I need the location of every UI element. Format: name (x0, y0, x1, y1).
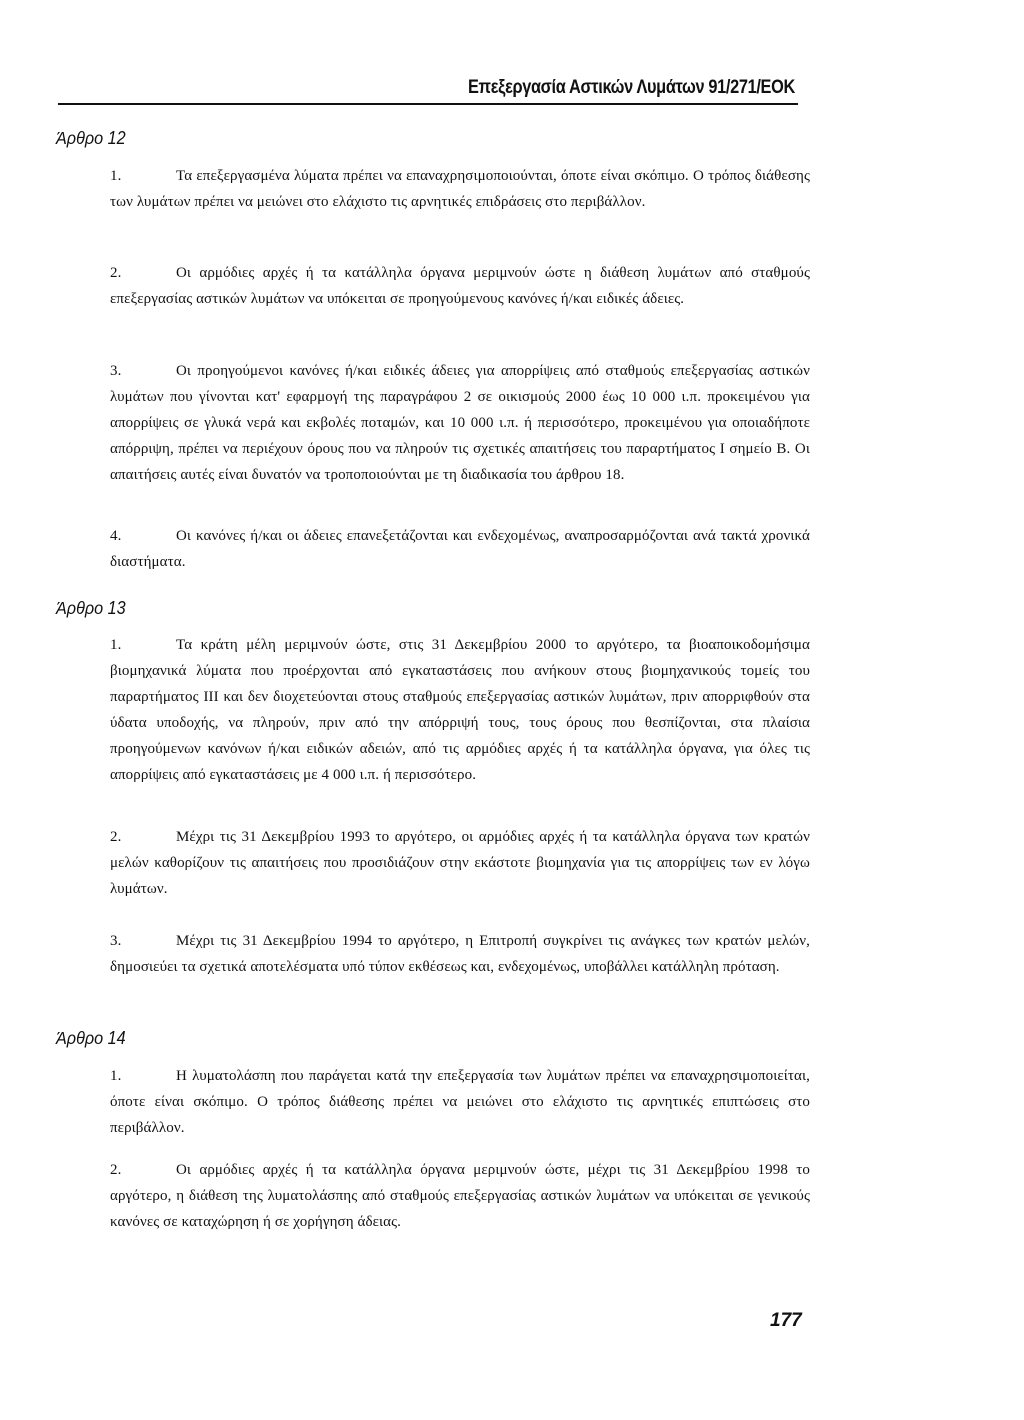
paragraph-text: Οι αρμόδιες αρχές ή τα κατάλληλα όργανα μεριμνούν ώστε η διάθεση λυμάτων από σταθμούς επεξεργασίας αστικών λυμάτων να υπόκειται σε προηγούμενους κανόνες ή/και ειδικές άδειες. (110, 265, 810, 307)
paragraph-text: Οι αρμόδιες αρχές ή τα κατάλληλα όργανα μεριμνούν ώστε, μέχρι τις 31 Δεκεμβρίου 1998 το αργότερο, η διάθεση της λυματολάσπης από σταθμούς επεξεργασίας αστικών λυμάτων να υπόκειται σε γενικούς κανόνες σε καταχώρηση ή σε χορήγηση άδειας. (110, 1162, 810, 1230)
article-14-paragraph-1 (110, 1063, 810, 1141)
article-14-heading: Άρθρο 14 (56, 1028, 126, 1048)
paragraph-number: 1. (110, 1068, 122, 1084)
paragraph-number: 4. (110, 528, 122, 544)
article-12-paragraph-4 (110, 523, 810, 575)
article-12-paragraph-1 (110, 163, 810, 215)
paragraph-text: Μέχρι τις 31 Δεκεμβρίου 1993 το αργότερο, οι αρμόδιες αρχές ή τα κατάλληλα όργανα των κρατών μελών καθορίζουν τις απαιτήσεις που προσιδιάζουν στην εκάστοτε βιομηχανία για τις απορρίψεις των εν λόγω λυμάτων. (110, 829, 810, 897)
article-13-heading: Άρθρο 13 (56, 598, 126, 618)
paragraph-number: 1. (110, 637, 122, 653)
paragraph-text: Η λυματολάσπη που παράγεται κατά την επεξεργασία των λυμάτων πρέπει να επαναχρησιμοποιείται, όποτε είναι σκόπιμο. Ο τρόπος διάθεσης πρέπει να μειώνει στο ελάχιστο τις αρνητικές επιπτώσεις στο περιβάλλον. (110, 1068, 810, 1136)
header-title: Επεξεργασία Αστικών Λυμάτων 91/271/ΕΟΚ (468, 77, 795, 98)
paragraph-number: 2. (110, 829, 122, 845)
article-12-paragraph-3 (110, 358, 810, 488)
paragraph-text: Τα επεξεργασμένα λύματα πρέπει να επαναχρησιμοποιούνται, όποτε είναι σκόπιμο. Ο τρόπος διάθεσης των λυμάτων πρέπει να μειώνει στο ελάχιστο τις αρνητικές επιδράσεις στο περιβάλλον. (110, 168, 810, 210)
paragraph-number: 3. (110, 933, 122, 949)
paragraph-text: Μέχρι τις 31 Δεκεμβρίου 1994 το αργότερο, η Επιτροπή συγκρίνει τις ανάγκες των κρατών μελών, δημοσιεύει τα σχετικά αποτελέσματα υπό τύπον εκθέσεως και, ενδεχομένως, υποβάλλει κατάλληλη πρόταση. (110, 933, 810, 975)
paragraph-number: 2. (110, 265, 122, 281)
paragraph-text: Τα κράτη μέλη μεριμνούν ώστε, στις 31 Δεκεμβρίου 2000 το αργότερο, τα βιοαποικοδομήσιμα βιομηχανικά λύματα που προέρχονται από εγκαταστάσεις που ανήκουν στους βιομηχανικούς τομείς του παραρτήματος ΙΙΙ και δεν διοχετεύονται στους σταθμούς επεξεργασίας αστικών λυμάτων, πριν απορριφθούν στα ύδατα υποδοχής, να πληρούν, πριν από την απόρριψή τους, τους όρους που θεσπίζονται, στα πλαίσια προηγούμενων κανόνων ή/και ειδικών αδειών, από τις αρμόδιες αρχές ή τα κατάλληλα όργανα, για όλες τις απορρίψεις από εγκαταστάσεις με 4 000 ι.π. ή περισσότερο. (110, 637, 810, 783)
article-13-paragraph-1 (110, 632, 810, 788)
header-rule (58, 103, 798, 105)
paragraph-number: 2. (110, 1162, 122, 1178)
article-12-heading: Άρθρο 12 (56, 128, 126, 148)
paragraph-number: 1. (110, 168, 122, 184)
article-12-paragraph-2 (110, 260, 810, 312)
paragraph-text: Οι κανόνες ή/και οι άδειες επανεξετάζονται και ενδεχομένως, αναπροσαρμόζονται ανά τακτά χρονικά διαστήματα. (110, 528, 810, 570)
article-13-paragraph-3 (110, 928, 810, 980)
paragraph-text: Οι προηγούμενοι κανόνες ή/και ειδικές άδειες για απορρίψεις από σταθμούς επεξεργασίας αστικών λυμάτων που γίνονται κατ' εφαρμογή της παραγράφου 2 σε οικισμούς 2000 έως 10 000 ι.π. προκειμένου για απορρίψεις σε γλυκά νερά και εκβολές ποταμών, και 10 000 ι.π. ή περισσότερο, προκειμένου για οποιαδήποτε απόρριψη, πρέπει να περιέχουν όρους που να πληρούν τις σχετικές απαιτήσεις του παραρτήματος Ι σημείο Β. Οι απαιτήσεις αυτές είναι δυνατόν να τροποποιούνται με τη διαδικασία του άρθρου 18. (110, 363, 810, 483)
paragraph-number: 3. (110, 363, 122, 379)
article-13-paragraph-2 (110, 824, 810, 902)
page-number: 177 (770, 1310, 802, 1331)
article-14-paragraph-2 (110, 1157, 810, 1235)
